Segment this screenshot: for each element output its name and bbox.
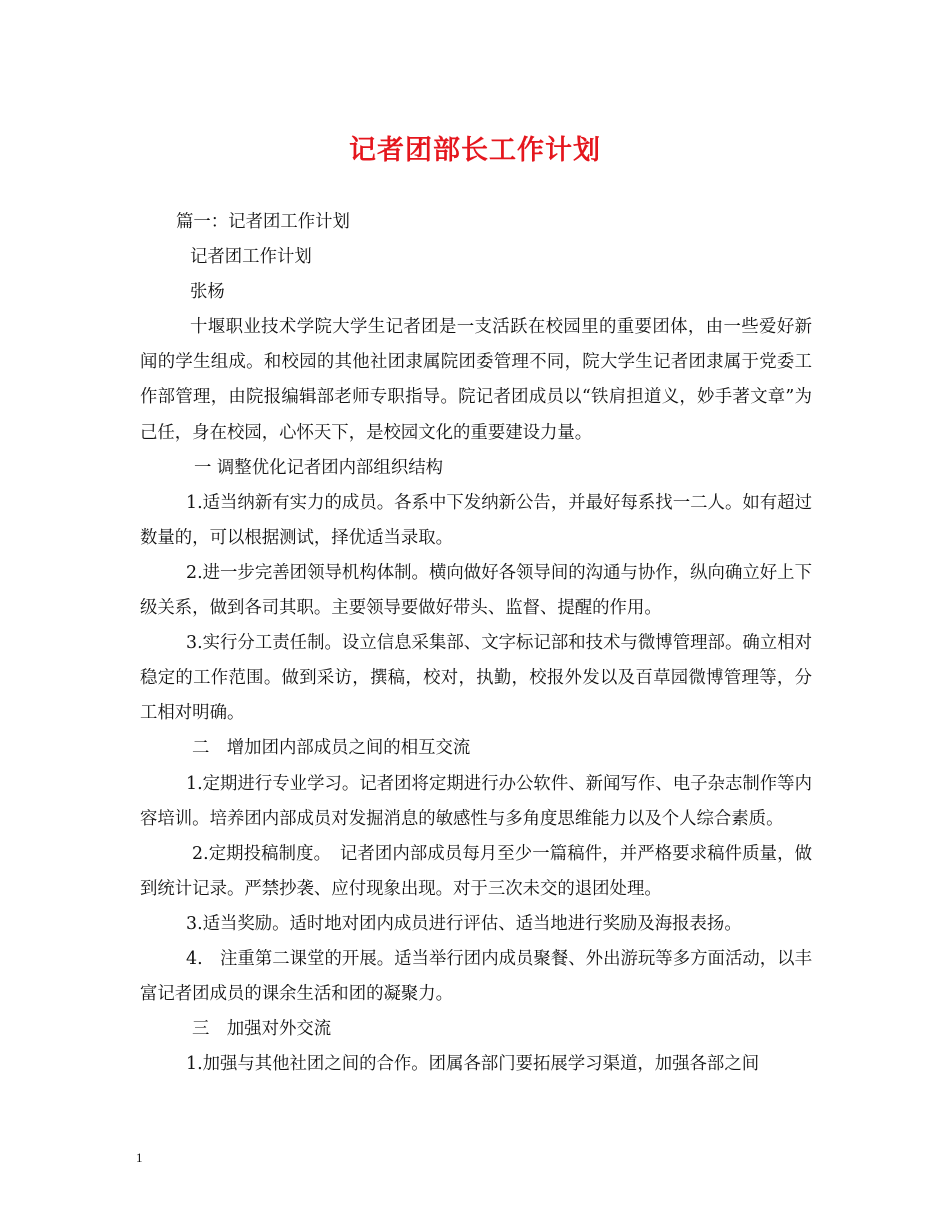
page-number: 1 [136,1150,143,1165]
document-title: 记者团部长工作计划 [349,135,601,166]
intro-paragraph: 十堰职业技术学院大学生记者团是一支活跃在校园里的重要团体，由一些爱好新闻的学生组成。和校园的其他社团隶属院团委管理不同，院大学生记者团隶属于党委工作部管理，由院报编辑部老师专职指导。院记者团成员以“铁肩担道义，妙手著文章”为己任，身在校园，心怀天下，是校园文化的重要建设力量。 [140,317,812,443]
paragraph-1-1: 1.适当纳新有实力的成员。各系中下发纳新公告，并最好每系找一二人。如有超过数量的，可以根据测试，择优适当录取。 [140,492,812,548]
author: 张杨 [190,282,225,303]
heading-two: 二 增加团内部成员之间的相互交流 [192,738,471,759]
heading-three: 三 加强对外交流 [192,1019,332,1040]
paragraph-3-1: 1.加强与其他社团之间的合作。团属各部门要拓展学习渠道，加强各部之间 [186,1054,760,1075]
paragraph-2-4: 4. 注重第二课堂的开展。适当举行团内成员聚餐、外出游玩等多方面活动，以丰富记者团成员的课余生活和团的凝聚力。 [140,948,812,1005]
paragraph-1-2: 2.进一步完善团领导机构体制。横向做好各领导间的沟通与协作，纵向确立好上下级关系，做到各司其职。主要领导要做好带头、监督、提醒的作用。 [140,562,812,619]
document-body [140,205,812,1082]
paragraph-1-3: 3.实行分工责任制。设立信息采集部、文字标记部和技术与微博管理部。确立相对稳定的工作范围。做到采访，撰稿，校对，执勤，校报外发以及百草园微博管理等，分工相对明确。 [140,633,812,724]
paragraph-2-1: 1.定期进行专业学习。记者团将定期进行办公软件、新闻写作、电子杂志制作等内容培训。培养团内部成员对发掘消息的敏感性与多角度思维能力以及个人综合素质。 [140,773,812,829]
subtitle: 记者团工作计划 [190,247,312,268]
paragraph-2-2: 2.定期投稿制度。 记者团内部成员每月至少一篇稿件，并严格要求稿件质量，做到统计记录。严禁抄袭、应付现象出现。对于三次未交的退团处理。 [140,843,812,899]
section-heading: 篇一：记者团工作计划 [176,212,350,232]
paragraph-2-3: 3.适当奖励。适时地对团内成员进行评估、适当地进行奖励及海报表扬。 [186,913,742,934]
heading-one: 一 调整优化记者团内部组织结构 [194,457,443,478]
